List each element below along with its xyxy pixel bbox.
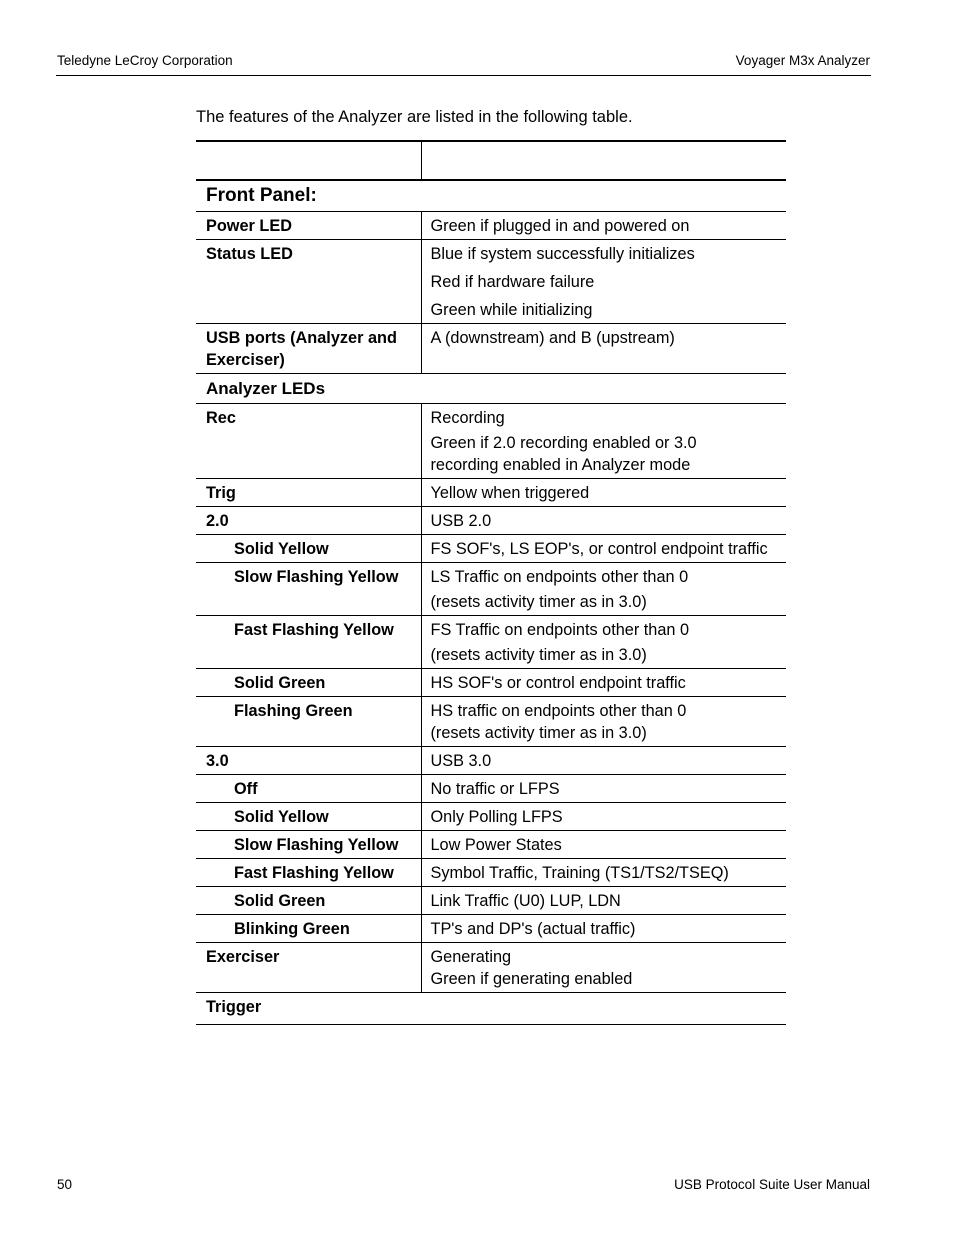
header-rule <box>56 75 871 76</box>
table-row <box>196 212 786 240</box>
row-value: Green if generating enabled <box>430 970 633 988</box>
row-value: HS traffic on endpoints other than 0 <box>430 702 687 720</box>
section-row-trigger <box>196 993 786 1025</box>
features-table <box>196 140 786 1025</box>
table-row <box>196 535 786 563</box>
row-label: Rec <box>206 409 236 427</box>
page-number: 50 <box>57 1177 73 1192</box>
row-label: Flashing Green <box>234 702 353 720</box>
running-header-left: Teledyne LeCroy Corporation <box>57 53 233 68</box>
intro-paragraph: The features of the Analyzer are listed in the following table. <box>196 108 633 126</box>
table-row <box>196 775 786 803</box>
row-label: USB ports (Analyzer and <box>206 329 397 347</box>
table-row <box>196 887 786 915</box>
table-row <box>196 240 786 324</box>
table-row <box>196 803 786 831</box>
row-value: Blue if system successfully initializes <box>430 245 695 263</box>
row-value: Red if hardware failure <box>430 273 595 291</box>
section-row-analyzer-leds <box>196 374 786 404</box>
row-label: Blinking Green <box>234 920 350 938</box>
row-label: Slow Flashing Yellow <box>234 836 399 854</box>
row-value: LS Traffic on endpoints other than 0 <box>430 568 689 586</box>
row-value: Low Power States <box>430 836 562 854</box>
table-row <box>196 507 786 535</box>
row-value: No traffic or LFPS <box>430 780 560 798</box>
table-row <box>196 859 786 887</box>
row-value: Only Polling LFPS <box>430 808 563 826</box>
row-value: Green if 2.0 recording enabled or 3.0 <box>430 434 697 452</box>
table-row <box>196 669 786 697</box>
row-value: FS SOF's, LS EOP's, or control endpoint traffic <box>430 540 768 558</box>
section-title-front-panel: Front Panel: <box>196 180 786 212</box>
row-value: Generating <box>430 948 512 966</box>
table-row <box>196 479 786 507</box>
row-value: TP's and DP's (actual traffic) <box>430 920 636 938</box>
row-label: Fast Flashing Yellow <box>234 864 394 882</box>
table-row <box>196 404 786 479</box>
row-label: Exerciser) <box>206 351 285 369</box>
row-value: Symbol Traffic, Training (TS1/TS2/TSEQ) <box>430 864 729 882</box>
table-row <box>196 616 786 669</box>
row-label: Slow Flashing Yellow <box>234 568 399 586</box>
section-row-front-panel <box>196 180 786 212</box>
table-header-row <box>196 141 786 180</box>
section-title-trigger: Trigger <box>206 998 262 1016</box>
row-value: Link Traffic (U0) LUP, LDN <box>430 892 621 910</box>
row-value: Yellow when triggered <box>430 484 590 502</box>
running-footer-right: USB Protocol Suite User Manual <box>674 1177 870 1192</box>
row-value: recording enabled in Analyzer mode <box>430 456 691 474</box>
row-label: Solid Green <box>234 892 326 910</box>
table-row <box>196 324 786 374</box>
row-label: Status LED <box>206 245 293 263</box>
row-label: Off <box>234 780 258 798</box>
header-cell-feature <box>196 141 421 180</box>
table-row <box>196 747 786 775</box>
section-title-analyzer-leds: Analyzer LEDs <box>196 374 786 404</box>
running-header-right: Voyager M3x Analyzer <box>735 53 870 68</box>
row-label: Fast Flashing Yellow <box>234 621 394 639</box>
row-value: Green while initializing <box>430 301 593 319</box>
row-label: 3.0 <box>206 752 229 770</box>
header-cell-description <box>421 141 786 180</box>
row-value: USB 2.0 <box>430 512 492 530</box>
row-value: Recording <box>430 409 505 427</box>
row-value: (resets activity timer as in 3.0) <box>430 724 647 742</box>
row-value: Green if plugged in and powered on <box>430 217 690 235</box>
table-row <box>196 943 786 993</box>
table-row <box>196 915 786 943</box>
row-label: Solid Yellow <box>234 808 329 826</box>
row-value: (resets activity timer as in 3.0) <box>430 646 647 664</box>
row-value: HS SOF's or control endpoint traffic <box>430 674 686 692</box>
row-label: Power LED <box>206 217 292 235</box>
row-value: (resets activity timer as in 3.0) <box>430 593 647 611</box>
table-row <box>196 697 786 747</box>
row-label: Solid Yellow <box>234 540 329 558</box>
row-label: 2.0 <box>206 512 229 530</box>
row-value: USB 3.0 <box>430 752 492 770</box>
table-row <box>196 831 786 859</box>
row-value: FS Traffic on endpoints other than 0 <box>430 621 690 639</box>
row-label: Exerciser <box>206 948 280 966</box>
row-label: Solid Green <box>234 674 326 692</box>
table-row <box>196 563 786 616</box>
row-label: Trig <box>206 484 236 502</box>
row-value: A (downstream) and B (upstream) <box>430 329 675 347</box>
